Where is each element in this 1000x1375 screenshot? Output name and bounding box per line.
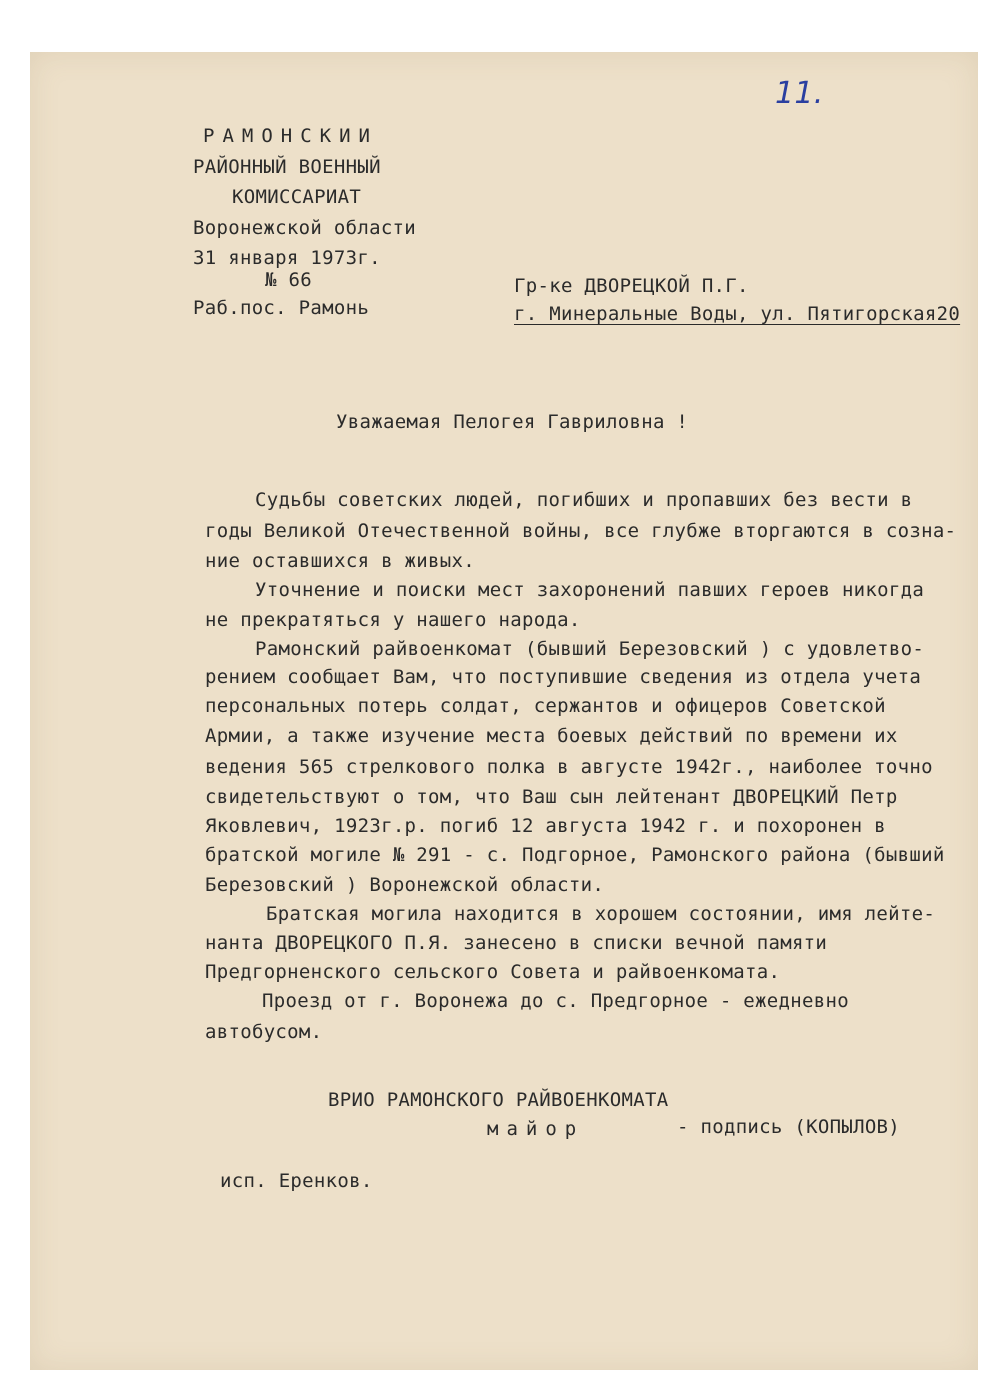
body-line: Братская могила находится в хорошем состоянии, имя лейте- [266,903,936,925]
sender-line-1: РАМОНСКИИ [203,125,378,147]
body-line: ведения 565 стрелкового полка в августе 1942г., наиболее точно [205,756,933,778]
sender-line-3: КОМИССАРИАТ [232,186,362,208]
executor: исп. Еренков. [220,1170,373,1192]
signature-rank: майор [487,1118,585,1140]
body-line: нанта ДВОРЕЦКОГО П.Я. занесено в списки вечной памяти [205,932,828,954]
letter-number: № 66 [265,269,312,291]
recipient-name: Гр-ке ДВОРЕЦКОЙ П.Г. [514,275,749,297]
body-line: рением сообщает Вам, что поступившие сведения из отдела учета [205,666,922,688]
body-line: Судьбы советских людей, погибших и пропавших без вести в [255,489,913,511]
body-line: автобусом. [205,1021,323,1043]
sender-line-4: Воронежской области [193,217,417,239]
sender-place: Раб.пос. Рамонь [193,297,370,319]
salutation: Уважаемая Пелогея Гавриловна ! [336,411,689,433]
body-line: свидетельствуют о том, что Ваш сын лейтенант ДВОРЕЦКИЙ Петр [205,786,898,808]
body-line: ние оставшихся в живых. [205,550,475,572]
body-line: Предгорненского сельского Совета и райвоенкомата. [205,961,781,983]
body-line: не прекратяться у нашего народа. [205,609,581,631]
body-line: Проезд от г. Воронежа до с. Предгорное - ежедневно [262,990,849,1012]
signature-sign: - подпись (КОПЫЛОВ) [677,1116,901,1138]
body-line: братской могиле № 291 - с. Подгорное, Рамонского района (бывший [205,844,945,866]
body-line: Березовский ) Воронежской области. [205,874,605,896]
body-line: Рамонский райвоенкомат (бывший Березовский ) с удовлетво- [255,638,925,660]
body-line: Яковлевич, 1923г.р. погиб 12 августа 1942 г. и похоронен в [205,815,886,837]
sender-line-2: РАЙОННЫЙ ВОЕННЫЙ [193,156,381,178]
body-line: Уточнение и поиски мест захоронений павших героев никогда [255,579,925,601]
body-line: персональных потерь солдат, сержантов и офицеров Советской [205,695,886,717]
recipient-address: г. Минеральные Воды, ул. Пятигорская20 [514,303,961,325]
signature-title: ВРИО РАМОНСКОГО РАЙВОЕНКОМАТА [328,1089,669,1111]
body-line: годы Великой Отечественной войны, все глубже вторгаются в созна- [205,520,957,542]
page-number-mark: 11. [775,76,824,111]
body-line: Армии, а также изучение места боевых действий по времени их [205,725,898,747]
letter-date: 31 января 1973г. [193,247,381,269]
